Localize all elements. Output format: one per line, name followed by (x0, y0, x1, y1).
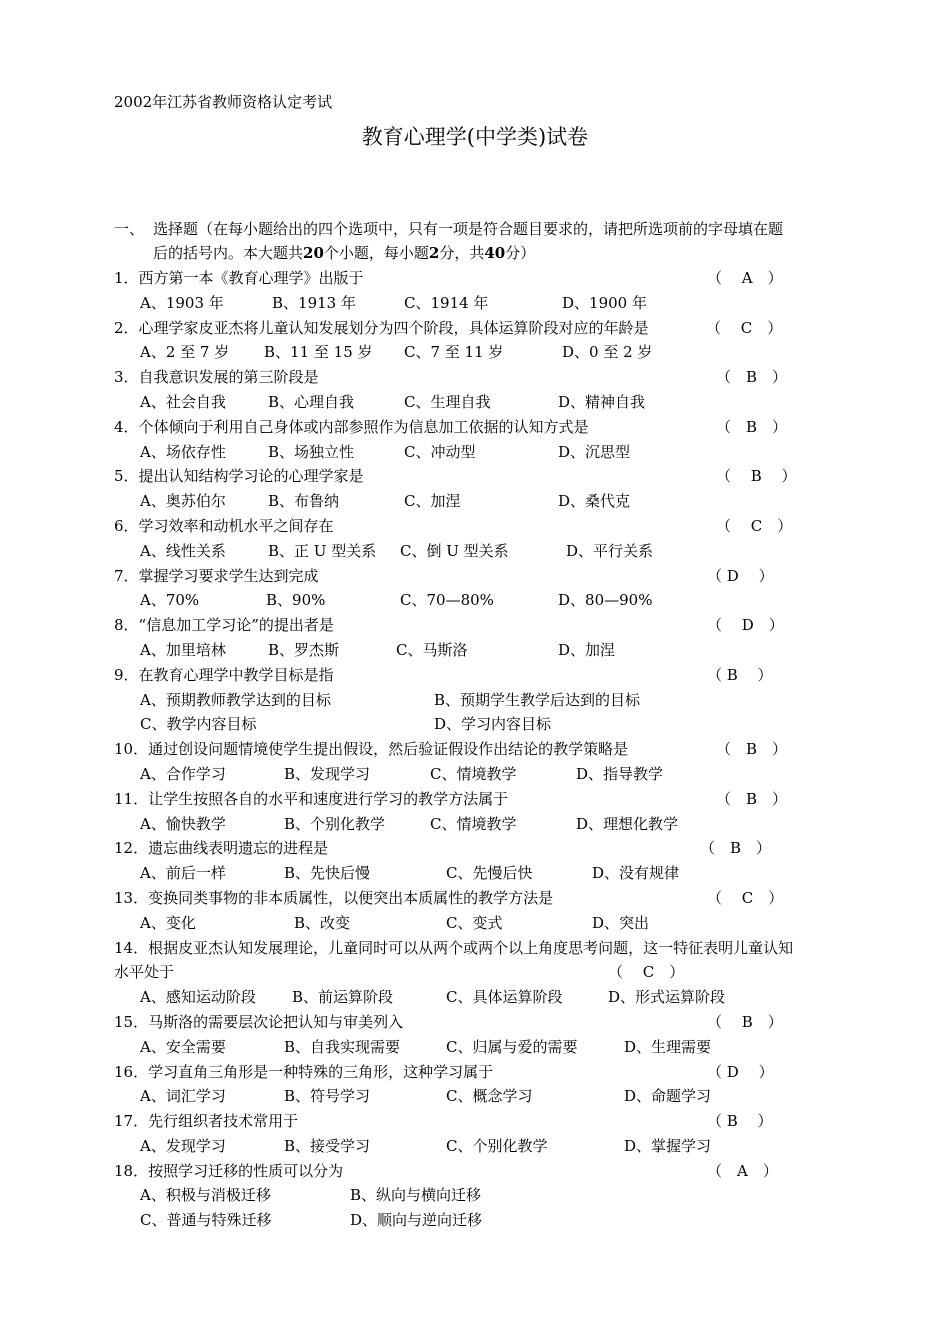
options-row (114, 588, 874, 613)
question-stem (114, 1010, 874, 1035)
question-stem (114, 886, 874, 911)
option-d: D、平行关系 (566, 541, 654, 560)
question-6 (114, 514, 874, 564)
section-text: 分） (505, 244, 536, 262)
question-count: 20 (303, 244, 324, 262)
question-3 (114, 365, 874, 415)
question-8 (114, 613, 874, 663)
option-d: D、加涅 (558, 640, 616, 659)
question-stem (114, 1109, 874, 1134)
option-b: B、接受学习 (284, 1136, 371, 1155)
options-row (114, 539, 874, 564)
question-stem (114, 787, 874, 812)
option-c: C、情境教学 (430, 814, 517, 833)
option-d: D、沉思型 (558, 442, 631, 461)
answer-bracket: （ C ） (706, 318, 783, 337)
option-c: C、70—80% (400, 591, 494, 610)
option-a: A、发现学习 (140, 1136, 226, 1155)
question-text: 13．变换同类事物的非本质属性，以便突出本质属性的教学方法是 (114, 888, 554, 907)
question-text: 8．“信息加工学习论”的提出者是 (114, 616, 334, 635)
question-text: 2．心理学家皮亚杰将儿童认知发展划分为四个阶段，具体运算阶段对应的年龄是 (114, 318, 649, 337)
option-c: C、倒 U 型关系 (400, 541, 509, 560)
option-a: A、70% (140, 591, 200, 610)
points-total: 40 (484, 244, 506, 262)
option-c: C、生理自我 (404, 392, 491, 411)
answer-bracket: （ B ） (716, 368, 788, 387)
answer-bracket: （ A ） (707, 269, 783, 287)
option-d: D、精神自我 (558, 392, 646, 411)
question-text: 7．掌握学习要求学生达到完成 (114, 566, 319, 585)
option-b: B、场独立性 (268, 442, 355, 461)
option-a: A、场依存性 (140, 442, 226, 461)
section-label: 选择题（在每小题给出的四个选项中，只有一项是符合题目要求的，请把所选项前的字母填在题 (153, 220, 784, 238)
option-c: C、情境教学 (430, 764, 517, 783)
option-c: C、1914 年 (404, 293, 489, 312)
question-13 (114, 886, 874, 936)
option-c: C、普通与特殊迁移 (140, 1211, 272, 1230)
question-stem (114, 316, 874, 341)
question-text: 水平处于 (114, 963, 175, 982)
option-b: B、符号学习 (284, 1087, 371, 1106)
question-text: 5．提出认知结构学习论的心理学家是 (114, 467, 364, 486)
option-a: A、感知运动阶段 (140, 988, 256, 1007)
question-text: 1．西方第一本《教育心理学》出版于 (114, 269, 364, 287)
answer-bracket: （ D ） (707, 616, 784, 635)
section-line-2 (114, 241, 864, 265)
option-c: C、先慢后快 (446, 864, 533, 883)
answer-bracket: （ C ） (608, 963, 685, 982)
answer-bracket: （ B ） (716, 417, 788, 436)
exam-title: 教育心理学(中学类)试卷 (361, 125, 589, 149)
option-d: D、没有规律 (592, 864, 680, 883)
question-text: 3．自我意识发展的第三阶段是 (114, 368, 319, 387)
option-c: C、具体运算阶段 (446, 988, 563, 1007)
question-list (114, 266, 874, 1233)
question-11 (114, 787, 874, 837)
question-4 (114, 415, 874, 465)
option-a: A、预期教师教学达到的目标 (140, 690, 331, 709)
answer-bracket: （ B ） (707, 1012, 783, 1031)
question-15 (114, 1010, 874, 1060)
question-stem (114, 514, 874, 539)
question-stem (114, 1159, 874, 1184)
option-c: C、变式 (446, 913, 503, 932)
options-row (114, 1084, 874, 1109)
options-row (114, 440, 874, 465)
options-row (114, 638, 874, 663)
question-stem (114, 564, 874, 589)
option-c: C、冲动型 (404, 442, 476, 461)
option-b: B、先快后慢 (284, 864, 371, 883)
option-b: B、预期学生教学后达到的目标 (434, 690, 641, 709)
option-c: C、马斯洛 (396, 640, 468, 659)
question-9 (114, 663, 874, 737)
question-12 (114, 836, 874, 886)
options-row (114, 1134, 874, 1159)
options-row (114, 985, 874, 1010)
options-row (114, 812, 874, 837)
question-2 (114, 316, 874, 366)
option-b: B、90% (266, 591, 326, 610)
option-b: B、1913 年 (272, 293, 356, 312)
question-stem (114, 365, 874, 390)
question-16 (114, 1060, 874, 1110)
answer-bracket: （ D ） (707, 566, 774, 585)
section-number: 一、 (114, 220, 145, 238)
option-d: D、0 至 2 岁 (562, 343, 653, 362)
section-text: 后的括号内。本大题共 (153, 244, 304, 262)
option-d: D、指导教学 (576, 764, 664, 783)
question-text: 9．在教育心理学中教学目标是指 (114, 665, 334, 684)
option-d: D、顺向与逆向迁移 (350, 1211, 483, 1230)
options-row (114, 291, 874, 316)
section-text: 分，共 (439, 244, 485, 262)
section-text: 个小题，每小题 (323, 244, 429, 262)
answer-bracket: （ B ） (716, 789, 788, 808)
answer-bracket: （ B ） (716, 467, 797, 486)
option-a: A、社会自我 (140, 392, 226, 411)
question-10 (114, 737, 874, 787)
options-row (114, 390, 874, 415)
question-text: 10．通过创设问题情境使学生提出假设，然后验证假设作出结论的教学策略是 (114, 740, 629, 759)
question-stem (114, 663, 874, 688)
answer-bracket: （ B ） (707, 1112, 773, 1131)
option-a: A、线性关系 (140, 541, 226, 560)
question-1 (114, 266, 874, 316)
option-a: A、前后一样 (140, 864, 226, 883)
option-a: A、变化 (140, 913, 196, 932)
answer-bracket: （ D ） (707, 1062, 774, 1081)
option-d: D、形式运算阶段 (608, 988, 726, 1007)
option-a: A、1903 年 (140, 293, 224, 312)
answer-bracket: （ B ） (716, 740, 788, 759)
option-b: B、纵向与横向迁移 (350, 1186, 482, 1205)
option-c: C、概念学习 (446, 1087, 533, 1106)
answer-bracket: （ A ） (707, 1161, 778, 1180)
answer-bracket: （ B ） (700, 839, 772, 858)
answer-bracket: （ C ） (716, 516, 793, 535)
question-stem (114, 836, 874, 861)
question-stem (114, 936, 874, 961)
question-stem (114, 266, 874, 291)
option-c: C、归属与爱的需要 (446, 1037, 578, 1056)
option-d: D、1900 年 (562, 293, 647, 312)
option-b: B、心理自我 (268, 392, 355, 411)
options-row (114, 712, 874, 737)
options-row (114, 1035, 874, 1060)
option-c: C、加涅 (404, 492, 461, 511)
options-row (114, 1208, 874, 1233)
points-each: 2 (428, 244, 440, 262)
option-b: B、布鲁纳 (268, 492, 340, 511)
option-a: A、积极与消极迁移 (140, 1186, 271, 1205)
option-c: C、7 至 11 岁 (404, 343, 504, 362)
question-stem (114, 613, 874, 638)
option-b: B、前运算阶段 (292, 988, 394, 1007)
options-row (114, 861, 874, 886)
option-d: D、生理需要 (624, 1037, 712, 1056)
question-text: 4．个体倾向于利用自己身体或内部参照作为信息加工依据的认知方式是 (114, 417, 589, 436)
question-text: 11．让学生按照各自的水平和速度进行学习的教学方法属于 (114, 789, 509, 808)
option-c: C、个别化教学 (446, 1136, 548, 1155)
question-14 (114, 936, 874, 1010)
section-instructions (114, 217, 864, 265)
answer-bracket: （ B ） (707, 665, 773, 684)
option-d: D、掌握学习 (624, 1136, 712, 1155)
option-b: B、改变 (294, 913, 351, 932)
option-a: A、合作学习 (140, 764, 226, 783)
option-b: B、发现学习 (284, 764, 371, 783)
option-d: D、桑代克 (558, 492, 631, 511)
option-d: D、突出 (592, 913, 650, 932)
option-a: A、奥苏伯尔 (140, 492, 226, 511)
question-7 (114, 564, 874, 614)
question-text: 16．学习直角三角形是一种特殊的三角形，这种学习属于 (114, 1062, 494, 1081)
option-a: A、2 至 7 岁 (140, 343, 230, 362)
option-b: B、罗杰斯 (268, 640, 340, 659)
question-18 (114, 1159, 874, 1233)
option-d: D、命题学习 (624, 1087, 712, 1106)
question-stem (114, 464, 874, 489)
option-d: D、80—90% (558, 591, 653, 610)
option-b: B、11 至 15 岁 (264, 343, 373, 362)
option-d: D、理想化教学 (576, 814, 679, 833)
question-stem-continued (114, 960, 874, 985)
question-stem (114, 737, 874, 762)
option-a: A、加里培林 (140, 640, 226, 659)
options-row (114, 489, 874, 514)
option-b: B、个别化教学 (284, 814, 386, 833)
question-text: 18．按照学习迁移的性质可以分为 (114, 1161, 344, 1180)
question-text: 15．马斯洛的需要层次论把认知与审美列入 (114, 1012, 404, 1031)
question-text: 17．先行组织者技术常用于 (114, 1112, 299, 1131)
question-text: 6．学习效率和动机水平之间存在 (114, 516, 334, 535)
question-5 (114, 464, 874, 514)
option-d: D、学习内容目标 (434, 715, 552, 734)
option-a: A、愉快教学 (140, 814, 226, 833)
question-text: 14．根据皮亚杰认知发展理论，儿童同时可以从两个或两个以上角度思考问题，这一特征表明儿童认知 (114, 938, 794, 957)
options-row (114, 911, 874, 936)
question-text: 12．遗忘曲线表明遗忘的进程是 (114, 839, 329, 858)
options-row (114, 762, 874, 787)
option-b: B、自我实现需要 (284, 1037, 401, 1056)
question-17 (114, 1109, 874, 1159)
exam-subtitle: 2002年江苏省教师资格认定考试 (114, 93, 333, 111)
options-row (114, 688, 874, 713)
question-stem (114, 415, 874, 440)
option-a: A、词汇学习 (140, 1087, 226, 1106)
options-row (114, 340, 874, 365)
option-a: A、安全需要 (140, 1037, 226, 1056)
option-b: B、正 U 型关系 (268, 541, 377, 560)
option-c: C、教学内容目标 (140, 715, 257, 734)
question-stem (114, 1060, 874, 1085)
options-row (114, 1183, 874, 1208)
answer-bracket: （ C ） (707, 888, 784, 907)
section-line-1 (114, 217, 864, 241)
